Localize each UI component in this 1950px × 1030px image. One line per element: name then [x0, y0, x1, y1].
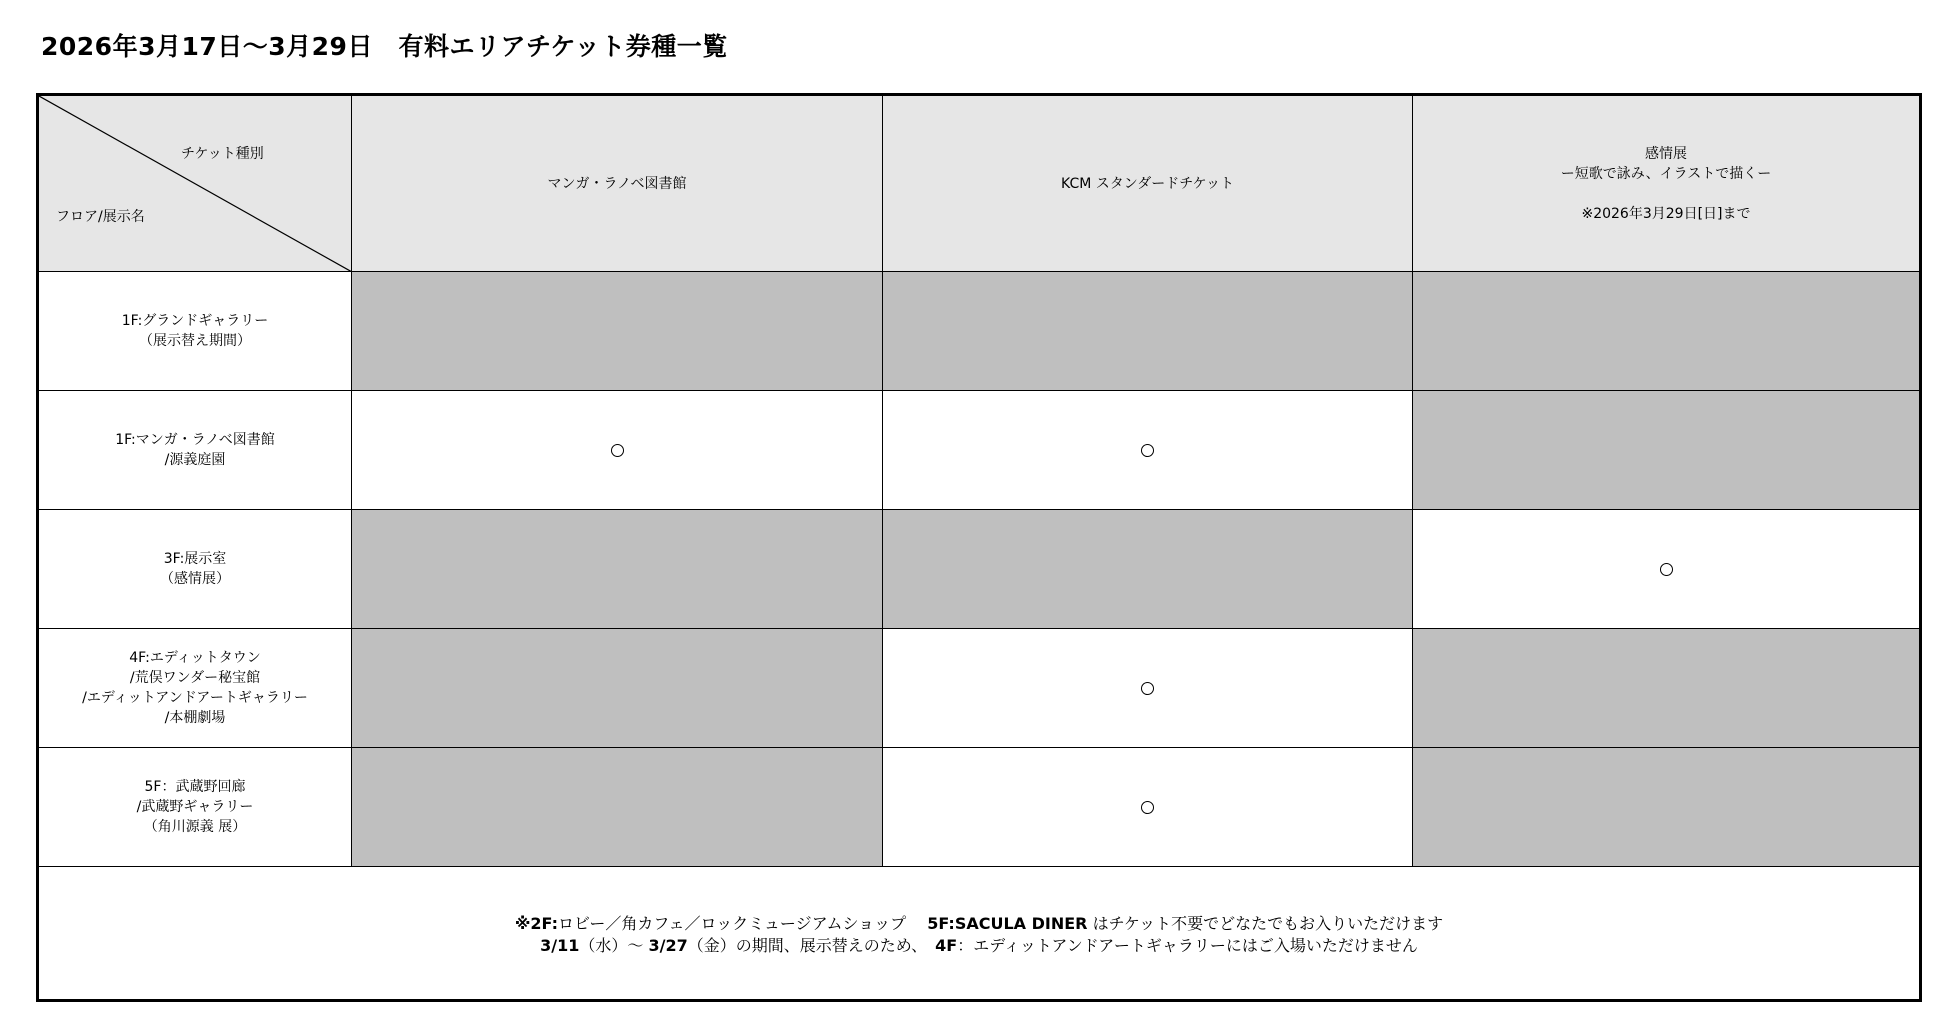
diagonal-divider [39, 96, 352, 272]
row-label [39, 629, 352, 748]
row-label [39, 510, 352, 629]
cell-text [122, 311, 269, 351]
text-line: /本棚劇場 [164, 710, 226, 726]
available-cell [352, 391, 883, 510]
note-1-part1: ※2F: [514, 913, 558, 933]
floor-label: フロア/展示名 [56, 209, 145, 225]
note-2-part4: （金）の期間、展示替えのため、 [687, 935, 936, 955]
available-cell [883, 748, 1413, 867]
note-line-1 [515, 913, 1443, 935]
unavailable-cell [883, 510, 1413, 629]
text-line [1561, 184, 1771, 204]
unavailable-cell [1413, 748, 1919, 867]
note-2-part5: 4F [935, 935, 958, 955]
corner-header-cell [39, 96, 352, 272]
text-line: /荒俣ワンダー秘宝館 [129, 670, 261, 686]
text-line: 5F：武蔵野回廊 [144, 779, 246, 795]
available-cell [883, 629, 1413, 748]
text-line: /武蔵野ギャラリー [136, 799, 254, 815]
text-line: （感情展） [160, 571, 230, 587]
cell-text [1061, 174, 1234, 194]
note-2-part2: （水）～ [579, 935, 649, 955]
text-line: /源義庭園 [164, 452, 226, 468]
cell-text [160, 549, 230, 589]
text-line: （角川源義 展） [143, 819, 247, 835]
ticket-type-label: チケット種別 [181, 146, 264, 162]
text-line: マンガ・ラノベ図書館 [547, 175, 687, 192]
unavailable-cell [352, 272, 883, 391]
text-line: 3F:展示室 [163, 551, 227, 567]
available-circle-icon [1141, 801, 1154, 814]
note-1-part3: 5F:SACULA DINER [927, 913, 1088, 933]
page-title: 2026年3月17日～3月29日 有料エリアチケット券種一覧 [41, 32, 728, 61]
available-cell [883, 391, 1413, 510]
text-line: ※2026年3月29日[日]まで [1581, 205, 1751, 222]
cell-text [82, 648, 308, 728]
unavailable-cell [1413, 629, 1919, 748]
text-line: ー短歌で詠み、イラストで描くー [1560, 165, 1772, 182]
unavailable-cell [1413, 391, 1919, 510]
unavailable-cell [352, 748, 883, 867]
note-2-part6: ：エディットアンドアートギャラリーにはご入場いただけません [957, 935, 1418, 955]
cell-text [547, 174, 686, 194]
available-circle-icon [611, 444, 624, 457]
note-2-part1: 3/11 [540, 935, 580, 955]
footer-note [39, 870, 1919, 999]
available-circle-icon [1660, 563, 1673, 576]
column-header-3 [1413, 96, 1919, 272]
text-line: 4F:エディットタウン [129, 650, 261, 666]
ticket-table [36, 93, 1922, 1002]
row-label [39, 391, 352, 510]
unavailable-cell [1413, 272, 1919, 391]
text-line: KCM スタンダードチケット [1061, 175, 1234, 192]
column-header-2 [883, 96, 1413, 272]
unavailable-cell [352, 629, 883, 748]
row-label [39, 272, 352, 391]
unavailable-cell [883, 272, 1413, 391]
cell-text [1561, 144, 1771, 224]
cell-text [115, 430, 275, 470]
text-line: （展示替え期間） [139, 333, 251, 349]
row-label [39, 748, 352, 867]
unavailable-cell [352, 510, 883, 629]
column-header-1 [352, 96, 883, 272]
available-circle-icon [1141, 444, 1154, 457]
available-cell [1413, 510, 1919, 629]
note-line-2 [540, 935, 1418, 957]
note-1-part4: はチケット不要でどなたでもお入りいただけます [1087, 913, 1444, 933]
note-1-part2: ロビー／角カフェ／ロックミュージアムショップ [557, 913, 928, 933]
text-line: /エディットアンドアートギャラリー [82, 690, 308, 706]
text-line: 1F:マンガ・ラノベ図書館 [115, 432, 275, 448]
note-2-part3: 3/27 [648, 935, 688, 955]
text-line: 感情展 [1644, 145, 1687, 162]
available-circle-icon [1141, 682, 1154, 695]
text-line: 1F:グランドギャラリー [121, 313, 269, 329]
cell-text [137, 777, 254, 837]
